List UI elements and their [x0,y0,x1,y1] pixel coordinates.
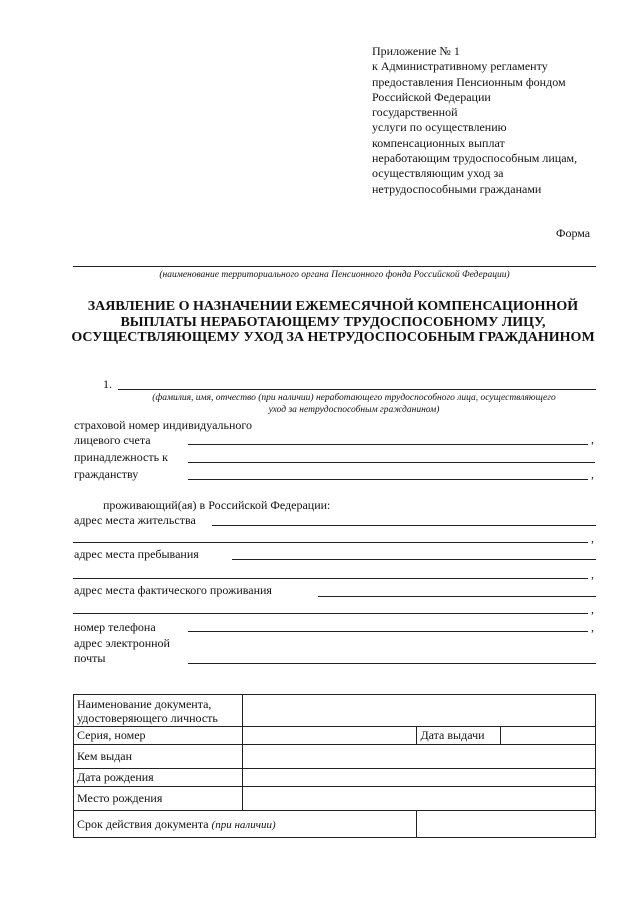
doc-name-label-2: удостоверяющего личность [77,710,218,725]
comma: , [591,467,594,481]
stay-address-field-2[interactable] [73,578,588,579]
appendix-line: государственной [372,105,458,120]
series-number-label: Серия, номер [74,727,243,745]
snils-label: страховой номер индивидуального [74,418,253,432]
appendix-line: предоставления Пенсионным фондом [372,74,566,89]
doc-name-label [74,695,243,727]
residence-address-field[interactable] [212,525,596,526]
email-field[interactable] [188,663,596,664]
organ-name-field[interactable] [73,266,596,267]
validity-label-cell [74,811,417,838]
birth-place-label: Место рождения [74,787,243,811]
snils-label-2: лицевого счета [74,433,151,447]
comma: , [591,531,594,545]
appendix-line: к Административному регламенту [372,59,548,74]
form-label: Форма [556,226,591,240]
actual-address-label: адрес места фактического проживания [74,583,272,597]
id-document-table [73,694,596,838]
residence-address-field-2[interactable] [73,542,588,543]
stay-address-field[interactable] [232,559,596,560]
citizenship-label-2: гражданству [74,467,139,481]
table-row [74,727,596,745]
appendix-line: услуги по осуществлению [372,120,507,135]
validity-label: Срок действия документа [77,816,209,831]
appendix-line: Российской Федерации [372,89,491,104]
appendix-line: неработающим трудоспособным лицам, [372,151,578,166]
table-row [74,745,596,769]
issued-by-value[interactable] [242,745,595,769]
doc-name-value[interactable] [242,695,595,727]
email-label-2: почты [74,651,106,665]
appendix-header [372,44,612,197]
email-label: адрес электронной [74,636,170,650]
birth-place-value[interactable] [242,787,595,811]
actual-address-field[interactable] [318,596,596,597]
organ-name-caption: (наименование территориального органа Пенсионного фонда Российской Федерации) [159,270,510,280]
citizenship-field[interactable] [188,462,595,463]
full-name-field[interactable] [118,389,596,390]
table-row [74,769,596,787]
validity-value[interactable] [417,811,596,838]
table-row [74,695,596,727]
full-name-caption: (фамилия, имя, отчество (при наличии) неработающего трудоспособного лица, осуществляющего [152,393,556,403]
doc-name-label-1: Наименование документа, [77,696,212,711]
appendix-line: осуществляющим уход за [372,166,504,181]
residence-address-label: адрес места жительства [74,513,196,527]
stay-address-label: адрес места пребывания [74,547,199,561]
comma: , [591,620,594,634]
appendix-line: компенсационных выплат [372,135,505,150]
validity-note: (при наличии) [211,818,276,831]
full-name-caption-2: уход за нетрудоспособным гражданином) [268,405,440,415]
page-title: ЗАЯВЛЕНИЕ О НАЗНАЧЕНИИ ЕЖЕМЕСЯЧНОЙ КОМПЕНСАЦИОННОЙ ВЫПЛАТЫ НЕРАБОТАЮЩЕМУ ТРУДОСПОСОБНОМУ ЛИЦУ, ОСУЩЕСТВЛЯЮЩЕМУ УХОД ЗА НЕТРУДОСПОСОБНЫМ ГРАЖДАНИНОМ [71,299,595,345]
snils-field[interactable] [188,444,588,445]
phone-field[interactable] [188,631,588,632]
comma: , [591,567,594,581]
comma: , [591,602,594,616]
appendix-line: нетрудоспособными гражданами [372,181,542,196]
table-row [74,811,596,838]
series-number-value[interactable] [242,727,417,745]
citizenship-label: принадлежность к [74,450,168,464]
phone-label: номер телефона [74,620,156,634]
issue-date-value[interactable] [501,727,596,745]
issued-by-label: Кем выдан [74,745,243,769]
comma: , [591,432,594,446]
residing-heading: проживающий(ая) в Российской Федерации: [103,498,331,512]
issue-date-label: Дата выдачи [417,727,501,745]
item-number: 1. [103,377,112,391]
appendix-line: Приложение № 1 [372,44,460,58]
actual-address-field-2[interactable] [73,613,588,614]
table-row [74,787,596,811]
birth-date-label: Дата рождения [74,769,243,787]
birth-date-value[interactable] [242,769,595,787]
citizenship-field-2[interactable] [188,479,588,480]
